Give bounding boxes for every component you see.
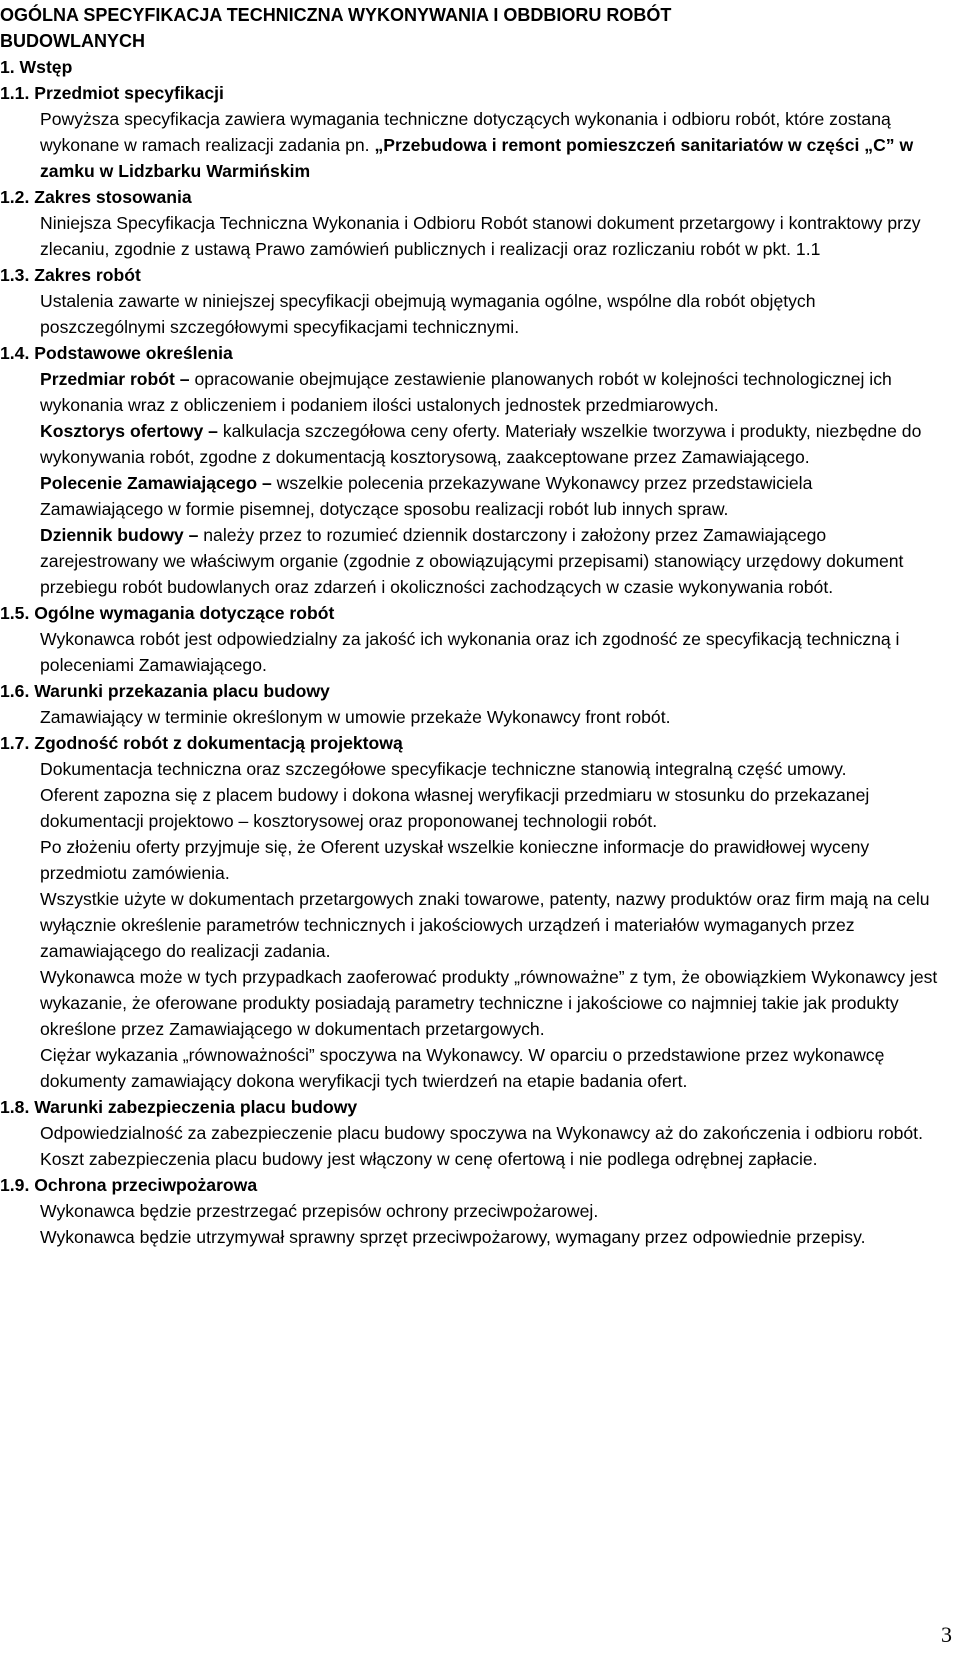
paragraph: Wykonawca może w tych przypadkach zaoferować produkty „równoważne” z tym, że obowiązkiem Wykonawcy jest wykazanie, że oferowane produkty posiadają parametry techniczne i jakościowe co najmniej takie jak produkty określone przez Zamawiającego w dokumentach przetargowych. xyxy=(40,967,938,1039)
definition-text: kalkulacja szczegółowa ceny oferty. Materiały wszelkie tworzywa i produkty, niezbędne do wykonywania robót, zgodne z dokumentacją kosztorysową, zaakceptowane przez Zamawiającego. xyxy=(40,421,922,467)
definition-term: Kosztorys ofertowy – xyxy=(40,421,218,441)
section-heading: 1.1. Przedmiot specyfikacji xyxy=(0,83,224,103)
title-line: BUDOWLANYCH xyxy=(0,31,145,51)
definition-term: Dziennik budowy – xyxy=(40,525,199,545)
section-body xyxy=(0,288,940,340)
page-number: 3 xyxy=(941,1622,952,1647)
section-heading xyxy=(0,184,940,210)
section-title: Zakres stosowania xyxy=(34,187,192,207)
paragraph: Wykonawca będzie utrzymywał sprawny sprzęt przeciwpożarowy, wymagany przez odpowiednie przepisy. xyxy=(40,1227,866,1247)
document-title xyxy=(0,2,940,54)
definition-text: opracowanie obejmujące zestawienie planowanych robót w kolejności technologicznej ich wykonania wraz z obliczeniem i podaniem ilości ustalonych jednostek przedmiarowych. xyxy=(40,369,892,415)
section-body xyxy=(0,704,940,730)
paragraph: Niniejsza Specyfikacja Techniczna Wykonania i Odbioru Robót stanowi dokument przetargowy i kontraktowy przy zlecaniu, zgodnie z ustawą Prawo zamówień publicznych i realizacji oraz rozliczaniu robót w pkt. 1.1 xyxy=(40,213,921,259)
section-body xyxy=(0,626,940,678)
section-body xyxy=(0,1198,940,1250)
section-heading: 1.7. Zgodność robót z dokumentacją projektową xyxy=(0,733,403,753)
document-text xyxy=(0,2,940,1250)
paragraph xyxy=(40,106,940,184)
definition-text: wszelkie polecenia przekazywane Wykonawcy przez przedstawiciela Zamawiającego w formie pisemnej, dotyczące sposobu realizacji robót lub innych spraw. xyxy=(40,473,813,519)
section-heading: 1.6. Warunki przekazania placu budowy xyxy=(0,681,330,701)
section-number: 1.2. xyxy=(0,187,30,207)
section-heading xyxy=(0,262,940,288)
paragraph: Po złożeniu oferty przyjmuje się, że Oferent uzyskał wszelkie konieczne informacje do prawidłowej wyceny przedmiotu zamówienia. xyxy=(40,837,870,883)
paragraph: Dokumentacja techniczna oraz szczegółowe specyfikacje techniczne stanowią integralną część umowy. xyxy=(40,759,847,779)
section-title: Podstawowe określenia xyxy=(34,343,233,363)
definition xyxy=(40,470,940,522)
paragraph: Wykonawca robót jest odpowiedzialny za jakość ich wykonania oraz ich zgodność ze specyfikacją techniczną i poleceniami Zamawiającego. xyxy=(40,629,900,675)
paragraph: Wszystkie użyte w dokumentach przetargowych znaki towarowe, patenty, nazwy produktów oraz firm mają na celu wyłącznie określenie parametrów technicznych i jakościowych urządzeń i materiałów wymaganych przez zamawiającego do realizacji zadania. xyxy=(40,889,930,961)
section-heading xyxy=(0,340,940,366)
paragraph: Oferent zapozna się z placem budowy i dokona własnej weryfikacji przedmiaru w stosunku do przekazanej dokumentacji projektowo – kosztorysowej oraz proponowanej technologii robót. xyxy=(40,785,870,831)
section-heading: 1.8. Warunki zabezpieczenia placu budowy xyxy=(0,1097,358,1117)
section-body xyxy=(0,1120,940,1172)
project-name: „Przebudowa i remont pomieszczeń sanitariatów w części „C” w zamku w Lidzbarku Warmińskim xyxy=(40,135,914,181)
definition xyxy=(40,366,940,418)
paragraph: Ustalenia zawarte w niniejszej specyfikacji obejmują wymagania ogólne, wspólne dla robót objętych poszczególnymi szczegółowymi specyfikacjami technicznymi. xyxy=(40,291,816,337)
section-heading: 1. Wstęp xyxy=(0,57,73,77)
definition xyxy=(40,522,940,600)
section-title: Zakres robót xyxy=(34,265,141,285)
section-body xyxy=(0,756,940,1094)
section-body xyxy=(0,106,940,184)
section-number: 1.4. xyxy=(0,343,30,363)
section-body xyxy=(0,366,940,600)
definition-term: Polecenie Zamawiającego – xyxy=(40,473,272,493)
paragraph-text: Powyższa specyfikacja zawiera wymagania techniczne dotyczących wykonania i odbioru robót, które zostaną wykonane w ramach realizacji zadania pn. xyxy=(40,109,891,155)
paragraph: Koszt zabezpieczenia placu budowy jest włączony w cenę ofertową i nie podlega odrębnej zapłacie. xyxy=(40,1149,818,1169)
section-body xyxy=(0,210,940,262)
paragraph: Zamawiający w terminie określonym w umowie przekaże Wykonawcy front robót. xyxy=(40,707,671,727)
definition xyxy=(40,418,940,470)
section-heading: 1.5. Ogólne wymagania dotyczące robót xyxy=(0,603,335,623)
title-line: OGÓLNA SPECYFIKACJA TECHNICZNA WYKONYWANIA I OBDBIORU ROBÓT xyxy=(0,5,672,25)
paragraph: Odpowiedzialność za zabezpieczenie placu budowy spoczywa na Wykonawcy aż do zakończenia i odbioru robót. xyxy=(40,1123,923,1143)
paragraph: Ciężar wykazania „równoważności” spoczywa na Wykonawcy. W oparciu o przedstawione przez wykonawcę dokumenty zamawiający dokona weryfikacji tych twierdzeń na etapie badania ofert. xyxy=(40,1045,885,1091)
paragraph: Wykonawca będzie przestrzegać przepisów ochrony przeciwpożarowej. xyxy=(40,1201,599,1221)
definition-term: Przedmiar robót – xyxy=(40,369,190,389)
section-number: 1.3. xyxy=(0,265,30,285)
definition-text: należy przez to rozumieć dziennik dostarczony i założony przez Zamawiającego zarejestrowany we właściwym organie (zgodnie z obowiązującymi przepisami) stanowiący urzędowy dokument przebiegu robót budowlanych oraz zdarzeń i okoliczności zachodzących w czasie wykonywania robót. xyxy=(40,525,904,597)
section-heading: 1.9. Ochrona przeciwpożarowa xyxy=(0,1175,258,1195)
